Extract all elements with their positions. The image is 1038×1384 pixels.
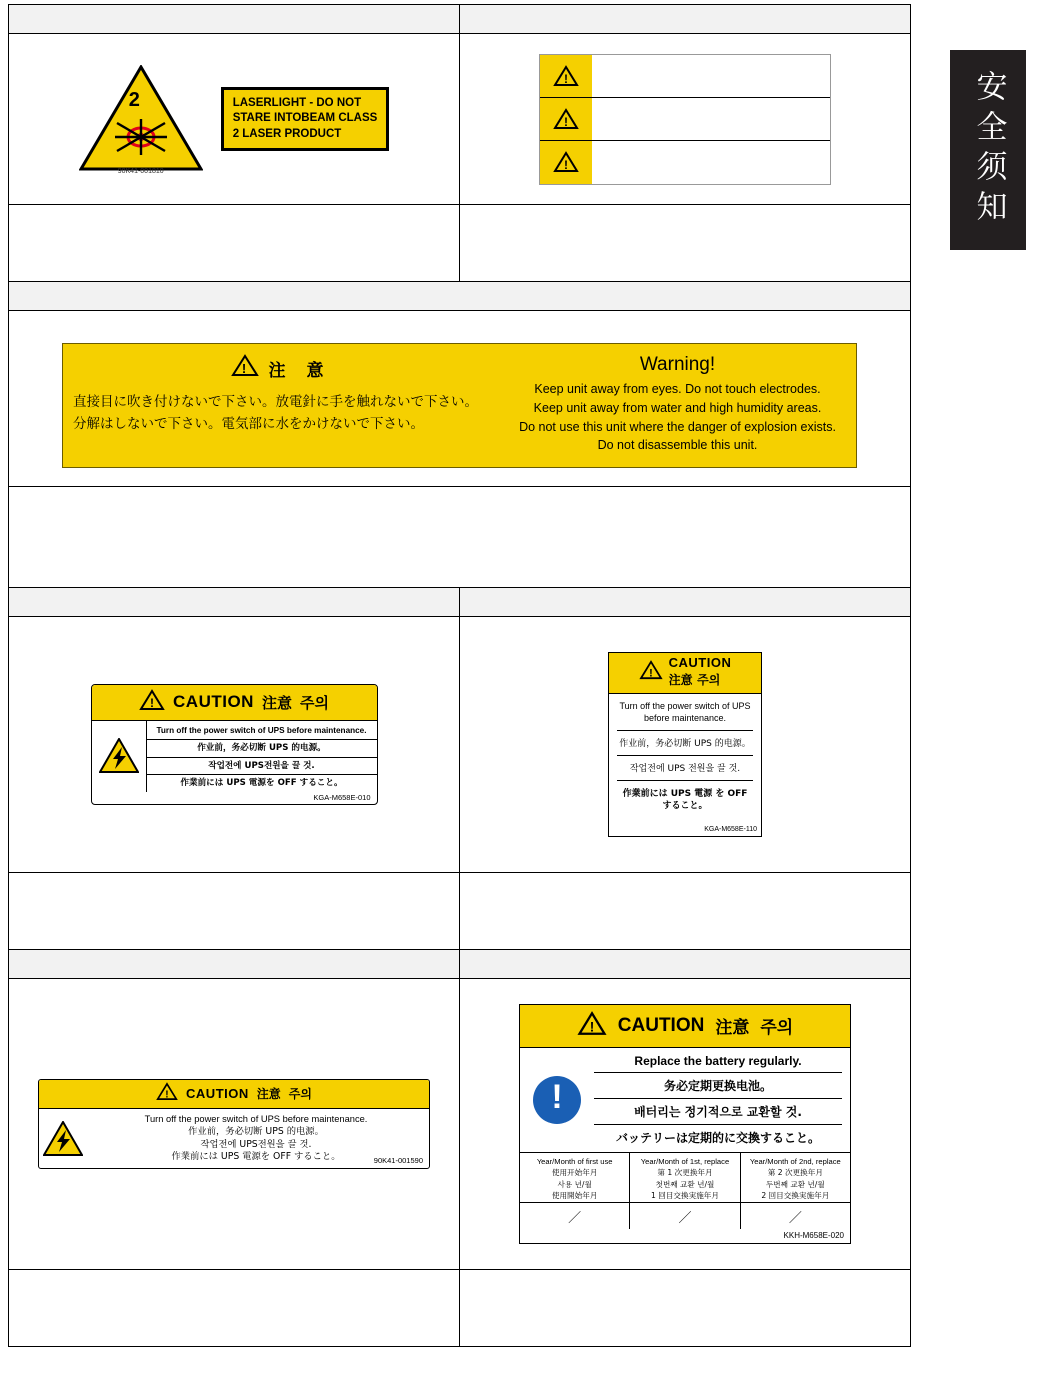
caution-label-flat-body [39, 1109, 429, 1168]
caution-title-zh: 注意 [256, 1087, 281, 1102]
side-tab-label: 安全须知 [970, 70, 1007, 230]
caution-line-en: Turn off the power switch of UPS before maintenance. [617, 700, 753, 730]
battery-col-first-use [520, 1153, 630, 1203]
table-caption-row-2 [9, 487, 911, 588]
mandatory-action-icon [520, 1048, 594, 1152]
table-header-row-3 [9, 588, 911, 617]
laser-warning-triangle-icon [79, 65, 203, 173]
label-table [8, 4, 911, 1347]
battery-col-first-replace-ja: 1 回目交換実施年月 [650, 1190, 719, 1200]
bilingual-jp-line-1: 直接目に吹き付けないで下さい。放電針に手を触れないで下さい。 [73, 394, 478, 410]
warning-triangle-icon [156, 1082, 178, 1106]
battery-col-first-replace-en: Year/Month of 1st, replace [640, 1156, 730, 1166]
caution-label-flat-header [39, 1080, 429, 1109]
battery-col-second-replace-en: Year/Month of 2nd, replace [749, 1156, 841, 1166]
battery-col-first-replace-ko: 첫번째 교환 년/월 [655, 1179, 715, 1189]
svg-text:!: ! [589, 1019, 595, 1035]
bilingual-jp-section [63, 354, 493, 455]
caption-cell-right-4 [460, 1270, 911, 1347]
table-header-row-4 [9, 950, 911, 979]
caution-line-en: Turn off the power switch of UPS before maintenance. [144, 1113, 368, 1124]
battery-title-ko: 주의 [760, 1018, 794, 1039]
caution-label-flat-lines [87, 1109, 429, 1168]
warning-triangle-icon [553, 151, 579, 173]
caution-title-en: CAUTION [668, 654, 732, 670]
figure-cell-caution-flat [9, 979, 460, 1270]
bilingual-jp-lines [63, 392, 493, 435]
caution-label-flat-part-code: 90K41-001590 [373, 1156, 423, 1166]
caption-cell-2 [9, 487, 911, 588]
caution-line-zh: 作业前，务必切断 UPS 的电源。 [147, 740, 377, 758]
battery-col-first-use-ja: 使用開始年月 [551, 1190, 598, 1200]
electric-shock-icon [92, 721, 147, 792]
table-caption-row-1 [9, 205, 911, 282]
battery-slot-2[interactable]: ／ [630, 1203, 740, 1229]
battery-date-slots [520, 1202, 850, 1229]
caution-line-zh: 作业前，务必切断 UPS 的电源。 [188, 1125, 324, 1137]
laser-text-box [221, 87, 390, 152]
caution-title-zh: 注意 [261, 693, 292, 712]
trio-icon-row-2 [540, 98, 592, 141]
caution-line-ko: 작업전에 UPS전원을 끌 것. [200, 1138, 312, 1150]
battery-line-ko: 배터리는 정기적으로 교환할 것. [594, 1099, 842, 1125]
battery-title-zh: 注意 [715, 1018, 750, 1039]
bilingual-jp-line-2: 分解はしないで下さい。電気部に水をかけないで下さい。 [73, 415, 424, 432]
battery-col-first-use-zh: 使用开始年月 [551, 1168, 598, 1178]
trio-icon-column [540, 55, 592, 184]
caution-label-wide [91, 684, 378, 805]
svg-text:!: ! [648, 667, 653, 680]
side-tab-safety-notes [950, 50, 1026, 250]
laser-text-line-1: LASERLIGHT - DO NOT [232, 96, 362, 109]
svg-text:!: ! [564, 71, 568, 86]
bilingual-caution-label [62, 343, 857, 468]
figure-cell-battery-label [460, 979, 911, 1270]
bilingual-en-line-3: Do not use this unit where the danger of explosion exists. [519, 419, 836, 434]
caption-cell-left-3 [9, 873, 460, 950]
table-figure-row-3 [9, 617, 911, 873]
figure-cell-caution-tall [460, 617, 911, 873]
trio-icon-row-1 [540, 55, 592, 98]
battery-col-first-use-ko: 사용 년/월 [557, 1179, 592, 1189]
figure-cell-laser [9, 34, 460, 205]
caution-title-ko: 주의 [299, 693, 329, 712]
battery-line-zh: 务必定期更换电池。 [594, 1073, 842, 1099]
header-cell-right-3 [460, 588, 911, 617]
battery-slot-1[interactable]: ／ [520, 1203, 630, 1229]
header-cell-right-1 [460, 5, 911, 34]
svg-text:!: ! [150, 695, 155, 710]
caution-label-wide-lines [147, 721, 377, 792]
battery-title-en: CAUTION [617, 1014, 705, 1036]
battery-label-header [520, 1005, 850, 1048]
caption-cell-right-3 [460, 873, 911, 950]
battery-caution-label [519, 1004, 851, 1245]
figure-cell-bilingual-caution [9, 311, 911, 487]
caution-label-tall-header [609, 653, 761, 694]
battery-slot-3[interactable]: ／ [788, 1209, 802, 1225]
bilingual-en-lines [499, 380, 856, 455]
table-caption-row-3 [9, 873, 911, 950]
svg-text:!: ! [241, 361, 248, 376]
battery-col-first-replace [630, 1153, 740, 1203]
caption-cell-right-1 [460, 205, 911, 282]
warning-triangle-icon [639, 660, 663, 685]
battery-label-body [520, 1048, 850, 1153]
warning-triangle-icon [553, 65, 579, 87]
laser-label [9, 65, 459, 173]
caution-label-tall-body [609, 694, 761, 826]
figure-cell-trio-warning [460, 34, 911, 205]
caution-label-wide-header [92, 685, 377, 721]
caution-line-en: Turn off the power switch of UPS before maintenance. [147, 723, 377, 740]
table-header-row-2 [9, 282, 911, 311]
trio-text-row-3 [592, 141, 830, 184]
caution-title-en: CAUTION [173, 692, 254, 712]
bilingual-jp-title: 注 意 [268, 360, 326, 381]
laser-text-line-3: 2 LASER PRODUCT [232, 127, 342, 140]
caution-label-wide-part-code: KGA-M658E-010 [313, 793, 371, 803]
caution-label-tall-title-stack [669, 656, 732, 689]
electric-shock-icon [39, 1109, 87, 1168]
trio-text-column [592, 55, 830, 184]
battery-col-first-replace-zh: 第 1 次更换年月 [657, 1168, 713, 1178]
battery-label-lines [594, 1048, 850, 1152]
caption-cell-left-4 [9, 1270, 460, 1347]
table-figure-row-4 [9, 979, 911, 1270]
caution-label-wide-body [92, 721, 377, 792]
table-figure-row-2 [9, 311, 911, 487]
header-cell-right-4 [460, 950, 911, 979]
battery-col-first-use-en: Year/Month of first use [536, 1156, 613, 1166]
caution-title-ko: 주의 [697, 672, 721, 687]
warning-triangle-icon [577, 1011, 607, 1041]
svg-text:!: ! [165, 1089, 169, 1101]
bilingual-jp-title-row [63, 354, 493, 382]
table-header-row-1 [9, 5, 911, 34]
three-row-warning-label [539, 54, 831, 185]
warning-triangle-icon [231, 354, 259, 382]
bilingual-en-line-1: Keep unit away from eyes. Do not touch electrodes. [534, 382, 821, 396]
svg-text:!: ! [564, 158, 568, 172]
laser-class-number: 2 [128, 89, 140, 111]
caution-line-ko: 작업전에 UPS 전원을 끌 것. [617, 763, 753, 781]
caution-line-ja: 作業前には UPS 電源を OFF すること。 [171, 1151, 341, 1163]
bilingual-en-line-4: Do not disassemble this unit. [597, 438, 758, 453]
caution-label-flat [38, 1079, 430, 1169]
header-cell-left-1 [9, 5, 460, 34]
header-cell-left-4 [9, 950, 460, 979]
battery-col-second-replace-zh: 第 2 次更换年月 [767, 1168, 823, 1178]
trio-text-row-1 [592, 55, 830, 98]
caution-title-zh: 注意 [668, 672, 693, 687]
exclamation-circle-icon [533, 1076, 581, 1124]
caution-title-en: CAUTION [186, 1086, 249, 1102]
trio-text-row-2 [592, 98, 830, 141]
battery-col-second-replace [741, 1153, 850, 1203]
laser-text-line-2: STARE INTOBEAM CLASS [232, 112, 378, 125]
battery-col-second-replace-ja: 2 回目交換実施年月 [761, 1190, 830, 1200]
battery-line-en: Replace the battery regularly. [594, 1050, 842, 1073]
caption-cell-left-1 [9, 205, 460, 282]
battery-line-ja: バッテリーは定期的に交換すること。 [615, 1130, 820, 1145]
table-caption-row-4 [9, 1270, 911, 1347]
bilingual-en-title: Warning! [639, 354, 716, 375]
bilingual-en-line-2: Keep unit away from water and high humidity areas. [533, 400, 822, 415]
figure-cell-caution-wide [9, 617, 460, 873]
caution-line-ko: 작업전에 UPS전원을 끌 것. [147, 758, 377, 776]
trio-icon-row-3 [540, 141, 592, 184]
caution-line-ja: 作業前には UPS 電源 を OFF すること。 [622, 788, 748, 811]
caution-label-tall [608, 652, 762, 837]
warning-triangle-icon [553, 108, 579, 130]
header-cell-2 [9, 282, 911, 311]
battery-label-part-code: KKH-M658E-020 [783, 1231, 844, 1241]
svg-text:!: ! [564, 114, 568, 129]
battery-col-second-replace-ko: 두번째 교환 년/월 [765, 1179, 825, 1189]
laser-part-code: 90K41-001810 [117, 168, 164, 175]
warning-triangle-icon [139, 689, 165, 716]
battery-date-grid-header [520, 1153, 850, 1203]
caution-line-ja: 作業前には UPS 電源を OFF すること。 [180, 778, 343, 789]
caution-line-zh: 作业前，务必切断 UPS 的电源。 [617, 738, 753, 756]
caution-title-ko: 주의 [288, 1087, 312, 1102]
table-figure-row-1 [9, 34, 911, 205]
header-cell-left-3 [9, 588, 460, 617]
bilingual-en-section [493, 354, 856, 455]
caution-label-tall-part-code: KGA-M658E-110 [704, 826, 757, 834]
